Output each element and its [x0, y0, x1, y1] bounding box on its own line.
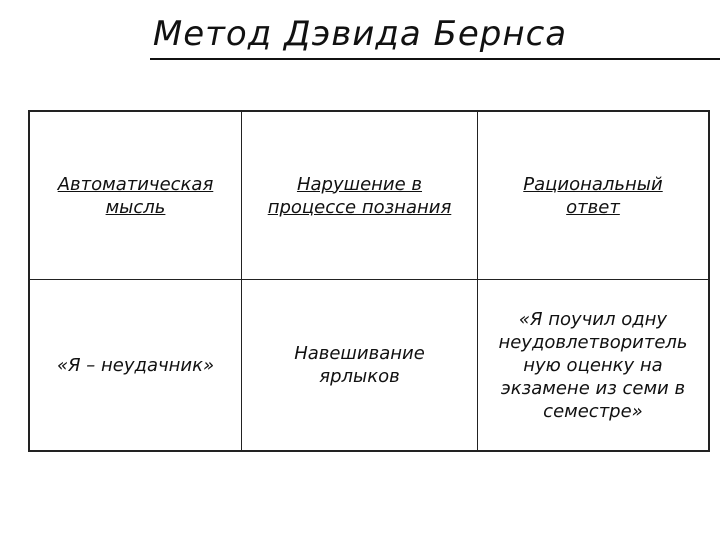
- cell-cognitive-distortion: [242, 280, 478, 450]
- page-title: Метод Дэвида Бернса: [152, 14, 568, 54]
- header-cell-rational-response: [478, 112, 708, 280]
- header-automatic-thought: Автоматическая мысль: [57, 173, 214, 218]
- cell-automatic-thought: [30, 280, 242, 450]
- burns-method-table: [28, 110, 710, 452]
- cell-rational-response: [478, 280, 708, 450]
- title-underline: [150, 58, 720, 60]
- header-cognitive-distortion: Нарушение в процессе познания: [267, 173, 452, 218]
- header-cell-cognitive-distortion: [242, 112, 478, 280]
- header-rational-response: Рациональный ответ: [523, 173, 663, 218]
- header-cell-automatic-thought: [30, 112, 242, 280]
- value-rational-response: «Я поучил одну неудовлетворитель ную оценку на экзамене из семи в семестре»: [498, 308, 688, 422]
- value-automatic-thought: «Я – неудачник»: [56, 354, 215, 376]
- value-cognitive-distortion: Навешивание ярлыков: [294, 343, 425, 387]
